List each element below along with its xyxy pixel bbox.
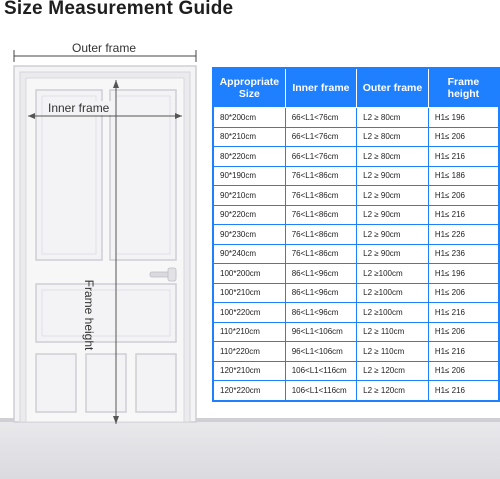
cell-frame-height: H1≤ 216 bbox=[428, 147, 499, 167]
inner-frame-label: Inner frame bbox=[48, 101, 110, 115]
cell-inner-frame: 76<L1<86cm bbox=[285, 166, 356, 186]
cell-outer-frame: L2 ≥ 120cm bbox=[357, 381, 429, 401]
cell-size: 80*220cm bbox=[213, 147, 285, 167]
cell-size: 90*230cm bbox=[213, 225, 285, 245]
table-row bbox=[213, 225, 499, 245]
cell-inner-frame: 66<L1<76cm bbox=[285, 127, 356, 147]
cell-inner-frame: 96<L1<106cm bbox=[285, 342, 356, 362]
table-row bbox=[213, 127, 499, 147]
table-row bbox=[213, 147, 499, 167]
cell-outer-frame: L2 ≥ 80cm bbox=[357, 108, 429, 128]
cell-inner-frame: 66<L1<76cm bbox=[285, 108, 356, 128]
cell-frame-height: H1≤ 206 bbox=[428, 361, 499, 381]
cell-size: 100*200cm bbox=[213, 264, 285, 284]
cell-outer-frame: L2 ≥ 80cm bbox=[357, 147, 429, 167]
cell-size: 120*210cm bbox=[213, 361, 285, 381]
cell-size: 110*210cm bbox=[213, 322, 285, 342]
cell-inner-frame: 86<L1<96cm bbox=[285, 303, 356, 323]
floor bbox=[0, 422, 500, 479]
table-row bbox=[213, 186, 499, 206]
cell-size: 90*220cm bbox=[213, 205, 285, 225]
table-row bbox=[213, 283, 499, 303]
table-row bbox=[213, 361, 499, 381]
cell-outer-frame: L2 ≥ 90cm bbox=[357, 225, 429, 245]
cell-outer-frame: L2 ≥ 90cm bbox=[357, 166, 429, 186]
cell-outer-frame: L2 ≥ 80cm bbox=[357, 127, 429, 147]
cell-size: 80*200cm bbox=[213, 108, 285, 128]
header-appropriate-size: Appropriate Size bbox=[213, 68, 285, 108]
table-row bbox=[213, 264, 499, 284]
cell-outer-frame: L2 ≥ 90cm bbox=[357, 244, 429, 264]
frame-height-label: Frame height bbox=[82, 279, 96, 351]
header-inner-frame: Inner frame bbox=[285, 68, 356, 108]
cell-frame-height: H1≤ 216 bbox=[428, 381, 499, 401]
table-row bbox=[213, 205, 499, 225]
cell-size: 100*220cm bbox=[213, 303, 285, 323]
table-row bbox=[213, 342, 499, 362]
cell-outer-frame: L2 ≥100cm bbox=[357, 264, 429, 284]
cell-size: 90*210cm bbox=[213, 186, 285, 206]
cell-frame-height: H1≤ 216 bbox=[428, 342, 499, 362]
cell-inner-frame: 106<L1<116cm bbox=[285, 381, 356, 401]
table-row bbox=[213, 322, 499, 342]
cell-outer-frame: L2 ≥ 90cm bbox=[357, 205, 429, 225]
cell-frame-height: H1≤ 196 bbox=[428, 264, 499, 284]
table-row bbox=[213, 381, 499, 401]
cell-inner-frame: 96<L1<106cm bbox=[285, 322, 356, 342]
cell-inner-frame: 76<L1<86cm bbox=[285, 205, 356, 225]
cell-outer-frame: L2 ≥100cm bbox=[357, 283, 429, 303]
cell-size: 90*240cm bbox=[213, 244, 285, 264]
cell-frame-height: H1≤ 186 bbox=[428, 166, 499, 186]
cell-size: 110*220cm bbox=[213, 342, 285, 362]
header-frame-height: Frame height bbox=[428, 68, 499, 108]
table-body bbox=[213, 108, 499, 401]
header-outer-frame: Outer frame bbox=[357, 68, 429, 108]
cell-inner-frame: 86<L1<96cm bbox=[285, 283, 356, 303]
table-row bbox=[213, 166, 499, 186]
cell-frame-height: H1≤ 206 bbox=[428, 283, 499, 303]
cell-size: 120*220cm bbox=[213, 381, 285, 401]
cell-outer-frame: L2 ≥ 90cm bbox=[357, 186, 429, 206]
cell-frame-height: H1≤ 196 bbox=[428, 108, 499, 128]
cell-size: 90*190cm bbox=[213, 166, 285, 186]
cell-outer-frame: L2 ≥ 110cm bbox=[357, 322, 429, 342]
cell-frame-height: H1≤ 206 bbox=[428, 186, 499, 206]
door-illustration bbox=[0, 0, 212, 430]
cell-inner-frame: 76<L1<86cm bbox=[285, 244, 356, 264]
size-table bbox=[212, 67, 500, 402]
table-row bbox=[213, 244, 499, 264]
cell-inner-frame: 66<L1<76cm bbox=[285, 147, 356, 167]
table-header-row bbox=[213, 68, 499, 108]
table-row bbox=[213, 108, 499, 128]
cell-frame-height: H1≤ 216 bbox=[428, 303, 499, 323]
table-row bbox=[213, 303, 499, 323]
outer-frame-label: Outer frame bbox=[72, 41, 137, 55]
cell-inner-frame: 76<L1<86cm bbox=[285, 186, 356, 206]
page-title: Size Measurement Guide bbox=[4, 0, 234, 19]
cell-size: 100*210cm bbox=[213, 283, 285, 303]
cell-frame-height: H1≤ 216 bbox=[428, 205, 499, 225]
cell-outer-frame: L2 ≥100cm bbox=[357, 303, 429, 323]
cell-inner-frame: 106<L1<116cm bbox=[285, 361, 356, 381]
cell-frame-height: H1≤ 226 bbox=[428, 225, 499, 245]
cell-frame-height: H1≤ 206 bbox=[428, 127, 499, 147]
cell-size: 80*210cm bbox=[213, 127, 285, 147]
cell-inner-frame: 86<L1<96cm bbox=[285, 264, 356, 284]
cell-inner-frame: 76<L1<86cm bbox=[285, 225, 356, 245]
cell-outer-frame: L2 ≥ 110cm bbox=[357, 342, 429, 362]
cell-frame-height: H1≤ 236 bbox=[428, 244, 499, 264]
cell-outer-frame: L2 ≥ 120cm bbox=[357, 361, 429, 381]
cell-frame-height: H1≤ 206 bbox=[428, 322, 499, 342]
